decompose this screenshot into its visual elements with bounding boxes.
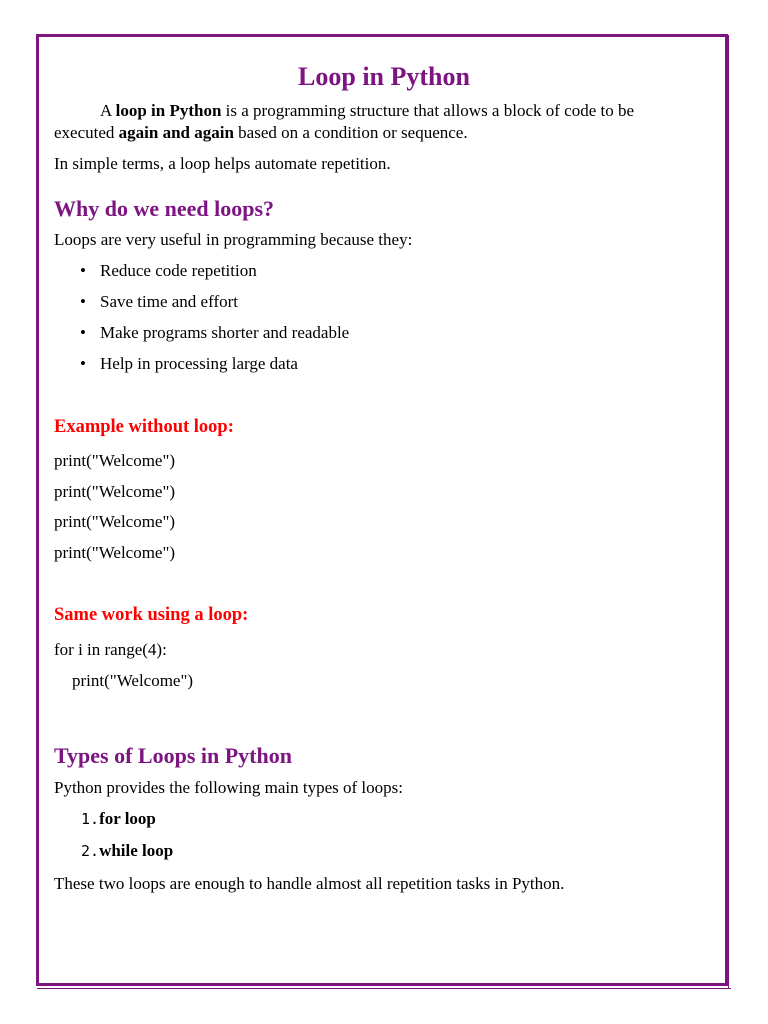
without-loop-heading: Example without loop: <box>54 417 234 437</box>
numbered-item: 1.for loop <box>81 809 156 828</box>
with-loop-heading: Same work using a loop: <box>54 605 249 625</box>
intro-line-2: executed again and again based on a condition or sequence. <box>54 123 468 142</box>
bullet-item-label: Reduce code repetition <box>100 261 257 280</box>
loop-code-line-1: for i in range(4): <box>54 640 167 659</box>
code-line: print("Welcome") <box>54 512 176 531</box>
code-line: print("Welcome") <box>54 543 176 562</box>
page-border-shadow-right <box>728 35 731 988</box>
bullet-item: • <box>80 261 86 280</box>
why-lead: Loops are very useful in programming because they: <box>54 230 413 249</box>
page-border-shadow-bottom <box>37 988 731 990</box>
bullet-item: • <box>80 354 86 373</box>
types-heading: Types of Loops in Python <box>54 743 292 768</box>
types-closing: These two loops are enough to handle almost all repetition tasks in Python. <box>54 874 565 893</box>
bullet-item-label: Help in processing large data <box>100 354 298 373</box>
code-line: print("Welcome") <box>54 482 176 501</box>
bullet-item-label: Make programs shorter and readable <box>100 323 350 342</box>
intro-line-1: A loop in Python is a programming structure that allows a block of code to be <box>100 101 635 120</box>
bullet-item-label: Save time and effort <box>100 292 239 311</box>
bullet-item: • <box>80 292 86 311</box>
page-title: Loop in Python <box>298 62 470 91</box>
loop-code-line-2: print("Welcome") <box>72 671 194 690</box>
numbered-item: 2.while loop <box>81 841 174 860</box>
types-lead: Python provides the following main types of loops: <box>54 778 403 797</box>
code-line: print("Welcome") <box>54 451 176 470</box>
simple-terms-paragraph: In simple terms, a loop helps automate repetition. <box>54 154 391 173</box>
why-heading: Why do we need loops? <box>54 196 275 221</box>
bullet-item: • <box>80 323 86 342</box>
